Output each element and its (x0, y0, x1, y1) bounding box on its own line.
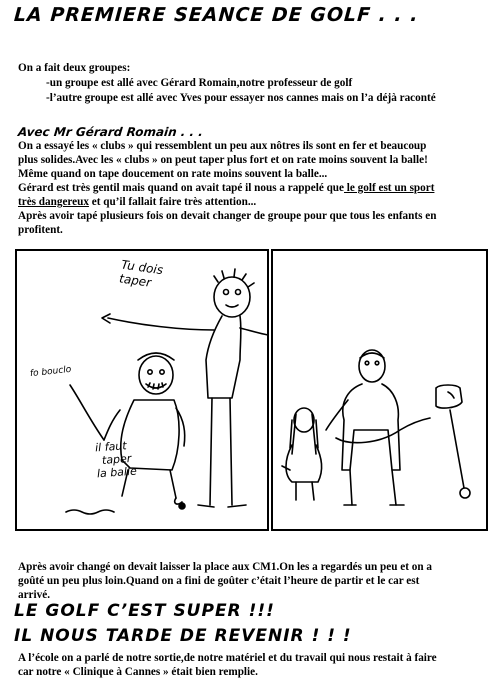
speech-bubble-2-text: fo bouclo (29, 364, 72, 380)
para-line-7: profitent. (18, 224, 63, 236)
after-line-1: Après avoir changé on devait laisser la place aux CM1.On les a regardés un peu et on a (18, 561, 432, 573)
section-heading: Avec Mr Gérard Romain . . . (17, 125, 204, 139)
intro-line-1: On a fait deux groupes: (18, 62, 131, 74)
intro-line-2: -un groupe est allé avec Gérard Romain,notre professeur de golf (46, 77, 353, 89)
underlined-phrase-1: le golf est un sport (344, 182, 435, 194)
slogan-2: IL NOUS TARDE DE REVENIR ! ! ! (14, 626, 352, 646)
speech-bubble-3 (95, 439, 138, 481)
closing-line-2: car notre « Clinique à Cannes » était bien remplie. (18, 666, 258, 678)
hole-flag (436, 385, 470, 498)
para-line-4-text: Gérard est très gentil mais quand on avait tapé il nous a rappelé que (18, 182, 344, 194)
page-title: LA PREMIERE SEANCE DE GOLF . . . (13, 4, 420, 26)
para-line-6: Après avoir tapé plusieurs fois on devait changer de groupe pour que tous les enfants en (18, 210, 437, 222)
para-line-5-text: et qu’il fallait faire très attention... (88, 196, 257, 208)
para-line-1: On a essayé les « clubs » qui ressemblent un peu aux nôtres ils sont en fer et beaucoup (18, 140, 427, 152)
after-line-3: arrivé. (18, 589, 50, 601)
after-line-2: goûté un peu plus loin.Quand on a fini de goûter c’était l’heure de partir et le car est (18, 575, 420, 587)
slogan-1: LE GOLF C’EST SUPER !!! (14, 601, 275, 621)
speech-bubble-3-line-2: taper (101, 451, 132, 467)
para-line-2: plus solides.Avec les « clubs » on peut taper plus fort et on rate moins souvent la balle! (18, 154, 428, 166)
speech-bubble-3-line-3: la balle (96, 464, 138, 481)
closing-line-1: A l’école on a parlé de notre sortie,de notre matériel et du travail qui nous restait à faire (18, 652, 437, 664)
speech-bubble-1-text: Tu dois taper (118, 257, 164, 290)
adult-figure (326, 350, 430, 505)
underlined-phrase-2: très dangereux (18, 196, 89, 208)
speech-bubble-3-line-1: il faut (94, 439, 128, 455)
intro-line-3: -l’autre groupe est allé avec Yves pour essayer nos cannes mais on l’a déjà raconté (46, 92, 436, 104)
child-figure (66, 353, 185, 514)
para-line-3: Même quand on tape doucement on rate moins souvent la balle... (18, 168, 328, 180)
small-child-figure (282, 408, 322, 500)
